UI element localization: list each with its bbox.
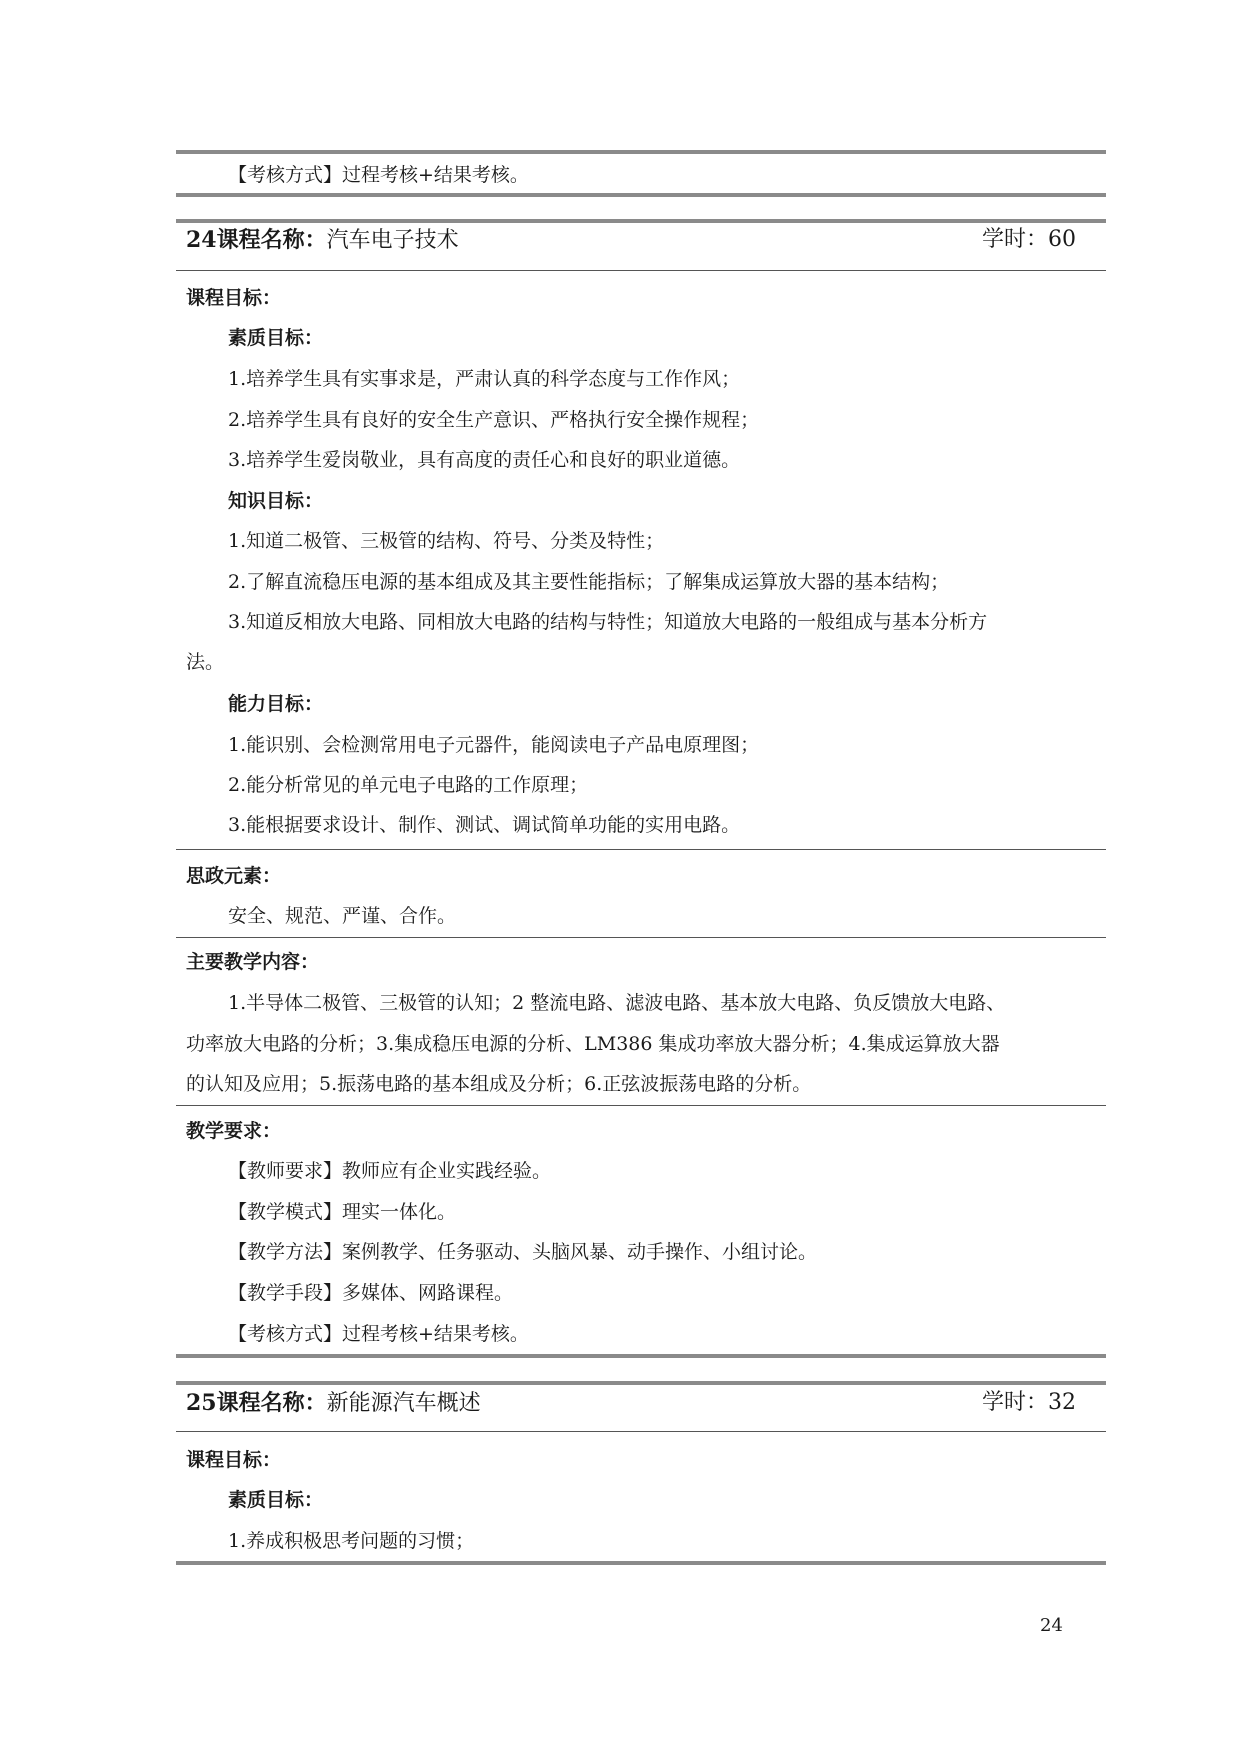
course-hours: [982, 225, 1076, 255]
course-number: 24: [186, 227, 217, 253]
ability-item: 1.能识别、会检测常用电子元器件，能阅读电子产品电原理图；: [228, 734, 760, 756]
knowledge-item: 2.了解直流稳压电源的基本组成及其主要性能指标；了解集成运算放大器的基本结构；: [228, 571, 950, 593]
hours-value: 60: [1048, 227, 1076, 252]
section-divider: [176, 270, 1106, 271]
knowledge-item: 1.知道二极管、三极管的结构、符号、分类及特性；: [228, 530, 665, 552]
course-name: 汽车电子技术: [326, 228, 459, 253]
assessment-line: 【考核方式】过程考核+结果考核。: [228, 164, 529, 186]
ideology-label: 思政元素：: [186, 865, 282, 887]
ability-label: 能力目标：: [228, 693, 324, 715]
course-hours: [982, 1388, 1076, 1418]
course-name-label: 课程名称：: [216, 1390, 327, 1416]
content-line: 1.半导体二极管、三极管的认知；2 整流电路、滤波电路、基本放大电路、负反馈放大电路、: [228, 992, 1006, 1014]
course-number: 25: [186, 1390, 217, 1416]
quality-item: 2.培养学生具有良好的安全生产意识、严格执行安全操作规程；: [228, 409, 760, 431]
hours-label: 学时：: [981, 1390, 1048, 1415]
quality-item: 1.养成积极思考问题的习惯；: [228, 1530, 475, 1552]
course-name-label: 课程名称：: [216, 227, 327, 253]
course-heading: [186, 1388, 1086, 1419]
section-divider: [176, 1105, 1106, 1106]
section-divider: [176, 849, 1106, 850]
course-name: 新能源汽车概述: [326, 1391, 481, 1416]
section-divider: [176, 150, 1106, 154]
objectives-label: 课程目标：: [186, 287, 282, 309]
knowledge-item-cont: 法。: [186, 651, 225, 673]
section-divider: [176, 1431, 1106, 1432]
quality-item: 3.培养学生爱岗敬业，具有高度的责任心和良好的职业道德。: [228, 449, 741, 471]
requirement-item: 【教学模式】理实一体化。: [228, 1201, 457, 1223]
quality-label: 素质目标：: [228, 327, 324, 349]
ideology-text: 安全、规范、严谨、合作。: [228, 905, 457, 927]
quality-label: 素质目标：: [228, 1489, 324, 1511]
requirements-label: 教学要求：: [186, 1120, 282, 1142]
requirement-item: 【教学方法】案例教学、任务驱动、头脑风暴、动手操作、小组讨论。: [228, 1241, 818, 1263]
ability-item: 3.能根据要求设计、制作、测试、调试简单功能的实用电路。: [228, 814, 741, 836]
section-divider: [176, 219, 1106, 223]
section-divider: [176, 1561, 1106, 1565]
content-line: 的认知及应用；5.振荡电路的基本组成及分析；6.正弦波振荡电路的分析。: [186, 1073, 812, 1095]
requirement-item: 【教学手段】多媒体、网路课程。: [228, 1282, 514, 1304]
knowledge-label: 知识目标：: [228, 490, 324, 512]
knowledge-item: 3.知道反相放大电路、同相放大电路的结构与特性；知道放大电路的一般组成与基本分析方: [228, 611, 988, 633]
ability-item: 2.能分析常见的单元电子电路的工作原理；: [228, 774, 589, 796]
content-line: 功率放大电路的分析；3.集成稳压电源的分析、LM386 集成功率放大器分析；4.集成运算放大器: [186, 1033, 1000, 1055]
section-divider: [176, 1354, 1106, 1358]
quality-item: 1.培养学生具有实事求是，严肃认真的科学态度与工作作风；: [228, 368, 741, 390]
content-label: 主要教学内容：: [186, 951, 320, 973]
hours-label: 学时：: [981, 227, 1048, 252]
section-divider: [176, 937, 1106, 938]
course-heading: [186, 225, 1086, 256]
requirement-item: 【教师要求】教师应有企业实践经验。: [228, 1160, 552, 1182]
section-divider: [176, 193, 1106, 197]
section-divider: [176, 1381, 1106, 1385]
objectives-label: 课程目标：: [186, 1449, 282, 1471]
hours-value: 32: [1048, 1390, 1076, 1415]
page-number: 24: [1040, 1615, 1063, 1636]
requirement-item: 【考核方式】过程考核+结果考核。: [228, 1323, 529, 1345]
